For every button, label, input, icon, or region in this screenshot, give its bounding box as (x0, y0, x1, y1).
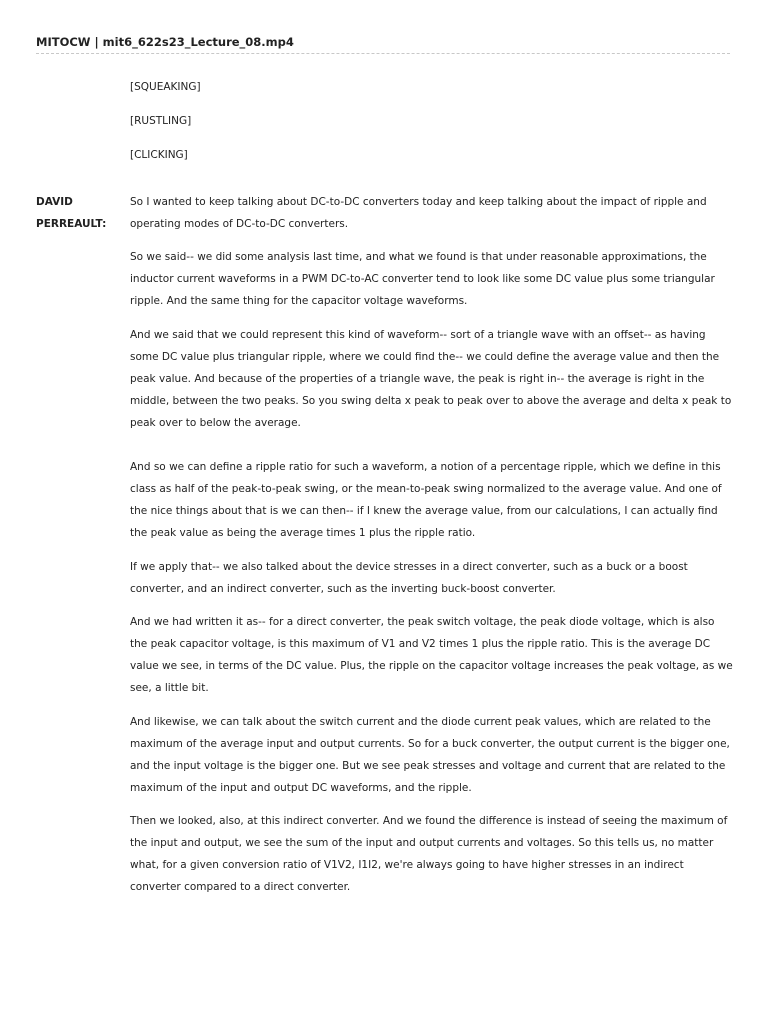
transcript-paragraph: So we said-- we did some analysis last time, and what we found is that under reasonable approximations, the inductor current waveforms in a PWM DC-to-AC converter tend to look like some DC value plus some triangular ripple. And the same thing for the capacitor voltage waveforms. (130, 251, 715, 307)
document-title: MITOCW | mit6_622s23_Lecture_08.mp4 (36, 35, 294, 49)
sound-cue: [RUSTLING] (130, 115, 192, 127)
document-header (36, 34, 730, 54)
transcript-paragraph: So I wanted to keep talking about DC-to-DC converters today and keep talking about the impact of ripple and operating modes of DC-to-DC converters. (130, 196, 707, 230)
transcript-paragraph: And likewise, we can talk about the switch current and the diode current peak values, which are related to the maximum of the average input and output currents. So for a buck converter, the output current is the bigger one, and the input voltage is the bigger one. But we see peak stresses and voltage and current that are related to the maximum of the input and output DC waveforms, and the ripple. (130, 716, 730, 794)
transcript-paragraph: Then we looked, also, at this indirect converter. And we found the difference is instead of seeing the maximum of the input and output, we see the sum of the input and output currents and voltages. So this tells us, no matter what, for a given conversion ratio of V1V2, I1I2, we're always going to have higher stresses in an indirect converter compared to a direct converter. (130, 815, 728, 893)
transcript-paragraph: And we said that we could represent this kind of waveform-- sort of a triangle wave with an offset-- as having some DC value plus triangular ripple, where we could find the-- we could define the average value and then the peak value. And because of the properties of a triangle wave, the peak is right in-- the average is right in the middle, between the two peaks. So you swing delta x peak to peak over to above the average and delta x peak to peak over to below the average. (130, 329, 732, 429)
transcript-paragraph: If we apply that-- we also talked about the device stresses in a direct converter, such as a buck or a boost converter, and an indirect converter, such as the inverting buck-boost converter. (130, 561, 688, 595)
sound-cue: [SQUEAKING] (130, 81, 201, 93)
speaker-name (36, 191, 126, 235)
transcript-paragraph: And so we can define a ripple ratio for such a waveform, a notion of a percentage ripple, which we define in this class as half of the peak-to-peak swing, or the mean-to-peak swing normalized to the average value. And one of the nice things about that is we can then-- if I knew the average value, from our calculations, I can actually find the peak value as being the average times 1 plus the ripple ratio. (130, 461, 722, 539)
transcript-paragraph: And we had written it as-- for a direct converter, the peak switch voltage, the peak diode voltage, which is also the peak capacitor voltage, is this maximum of V1 and V2 times 1 plus the ripple ratio. This is the average DC value we see, in terms of the DC value. Plus, the ripple on the capacitor voltage increases the peak voltage, as we see, a little bit. (130, 616, 733, 694)
speaker-last-name: PERREAULT: (36, 218, 107, 230)
speaker-first-name: DAVID (36, 196, 73, 208)
sound-cue: [CLICKING] (130, 149, 188, 161)
